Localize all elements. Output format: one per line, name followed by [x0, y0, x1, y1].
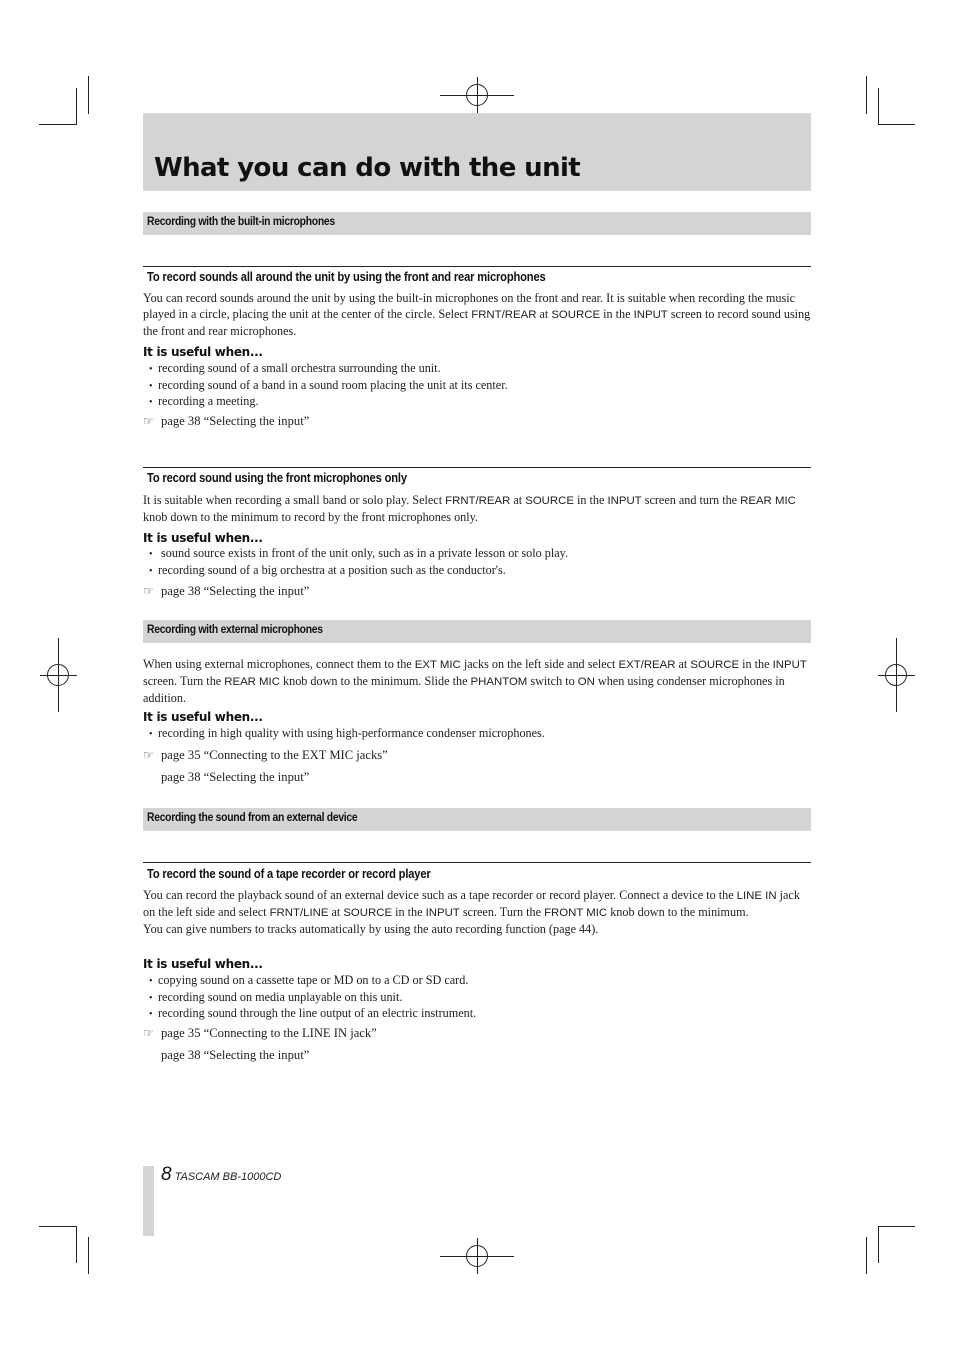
page-reference: ☞ page 35 “Connecting to the LINE IN jack” — [143, 1026, 377, 1040]
list-item: • recording in high quality with using high-performance condenser microphones. — [149, 726, 545, 743]
pointing-hand-icon: ☞ — [143, 414, 154, 428]
list-item: • recording a meeting. — [149, 394, 508, 411]
paragraph-external: When using external microphones, connect them to the EXT MIC jacks on the left side and select EXT/REAR at SOURCE in the INPUT screen. Turn the REAR MIC knob down to the minimum. Slide the PHANTOM switch to ON when using condenser microphones in addition. — [143, 657, 807, 705]
bullet-list — [149, 726, 545, 743]
page-reference: ☞ page 38 “Selecting the input” — [143, 584, 310, 598]
bullet-list — [149, 361, 508, 411]
paragraph-front-only: It is suitable when recording a small band or solo play. Select FRNT/REAR at SOURCE in the INPUT screen and turn the REAR MIC knob down to the minimum to record by the front microphones only. — [143, 493, 796, 524]
section-heading-builtin: Recording with the built-in microphones — [143, 212, 811, 235]
list-item: • recording sound of a big orchestra at a position such as the conductor's. — [149, 563, 568, 580]
list-item: • sound source exists in front of the unit only, such as in a private lesson or solo play. — [149, 546, 568, 563]
footer-bar — [143, 1166, 154, 1236]
section-heading-external: Recording with external microphones — [143, 620, 811, 643]
page-number: 8 — [161, 1164, 172, 1185]
subsection-rule — [143, 266, 811, 267]
page-reference: ☞ page 38 “Selecting the input” — [143, 414, 310, 428]
subsection-title-tape: To record the sound of a tape recorder or record player — [147, 866, 431, 881]
pointing-hand-icon: ☞ — [143, 1026, 154, 1040]
list-item: • recording sound of a band in a sound room placing the unit at its center. — [149, 378, 508, 395]
useful-heading: It is useful when... — [143, 957, 263, 971]
page-reference: page 38 “Selecting the input” — [161, 770, 310, 784]
paragraph-front-rear: You can record sounds around the unit by using the built-in microphones on the front and rear. It is suitable when recording the music played in a circle, placing the unit at the center of the circle. Select FRNT/REAR at SOURCE in the INPUT screen to record sound using the front and rear microphones. — [143, 291, 811, 338]
useful-heading: It is useful when... — [143, 710, 263, 724]
page-footer — [161, 1164, 281, 1186]
list-item: • recording sound on media unplayable on this unit. — [149, 990, 476, 1007]
list-item: • copying sound on a cassette tape or MD on to a CD or SD card. — [149, 973, 476, 990]
page-reference: page 38 “Selecting the input” — [161, 1048, 310, 1062]
list-item: • recording sound of a small orchestra surrounding the unit. — [149, 361, 508, 378]
title-band — [143, 113, 811, 191]
subsection-rule — [143, 467, 811, 468]
page-reference: ☞ page 35 “Connecting to the EXT MIC jacks” — [143, 748, 388, 762]
paragraph-tape: You can record the playback sound of an external device such as a tape recorder or record player. Connect a device to the LINE IN jack on the left side and select FRNT/LINE at SOURCE in the INPUT screen. Turn the FRONT MIC knob down to the minimum. You can give numbers to tracks automatically by using the auto recording function (page 44). — [143, 888, 800, 936]
list-item: • recording sound through the line output of an electric instrument. — [149, 1006, 476, 1023]
footer-brand: TASCAM BB-1000CD — [174, 1171, 282, 1183]
subsection-title-front-rear: To record sounds all around the unit by using the front and rear microphones — [147, 269, 546, 284]
bullet-list — [149, 973, 476, 1023]
bullet-list — [149, 546, 568, 579]
useful-heading: It is useful when... — [143, 531, 263, 545]
subsection-rule — [143, 862, 811, 863]
page-title: What you can do with the unit — [154, 153, 581, 183]
useful-heading: It is useful when... — [143, 345, 263, 359]
subsection-title-front-only: To record sound using the front microphones only — [147, 470, 407, 485]
pointing-hand-icon: ☞ — [143, 584, 154, 598]
section-heading-device: Recording the sound from an external device — [143, 808, 811, 831]
pointing-hand-icon: ☞ — [143, 748, 154, 762]
